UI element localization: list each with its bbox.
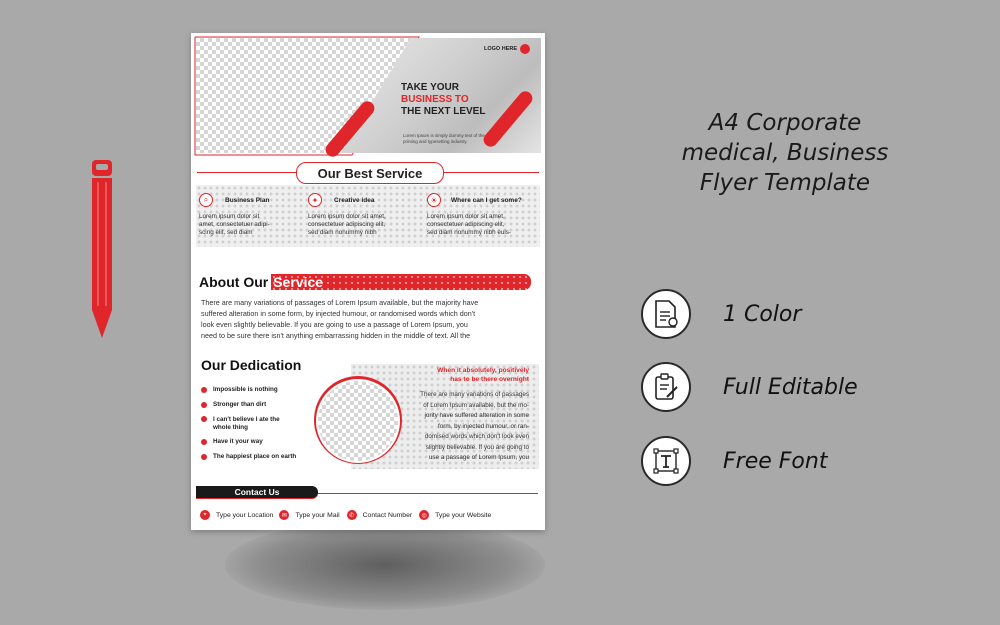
hero-heading: TAKE YOUR BUSINESS TO THE NEXT LEVEL — [401, 82, 486, 117]
service-business-plan: ⌕ Business Plan Lorem ipsum dolor sit amet, consectetuer adipi- scing elit, sed diam — [199, 195, 270, 237]
feature-label: Full Editable — [723, 374, 858, 400]
service-where-get: ☀ Where can I get some? Lorem ipsum dolor sit amet, consectetuer adipiscing elit, sed diam nonummy nibh euis- — [427, 193, 542, 238]
service-creative-idea: ✦ Creative idea Lorem ipsum dolor sit amet, consectetuer adipiscing elit, sed diam nonummy nibh — [308, 193, 423, 238]
flyer-shadow — [225, 520, 545, 610]
location-icon: ⌖ — [200, 510, 210, 520]
pencil-icon — [86, 160, 118, 340]
contact-line — [318, 493, 538, 494]
about-title: About Our Service — [199, 274, 531, 290]
document-icon — [641, 289, 691, 339]
text-font-icon — [641, 436, 691, 486]
hero-description: Lorem Ipsum is simply dummy text of the printing and typesetting industry. — [403, 133, 485, 144]
product-title: A4 Corporate medical, Business Flyer Template — [681, 110, 889, 196]
contact-items: ⌖ Type your Location ✉ Type your Mail ✆ Contact Number ◎ Type your Website — [200, 510, 540, 520]
contact-bar: Contact Us — [196, 486, 318, 499]
about-body: There are many variations of passages of Lorem Ipsum available, but the majority have suffered alteration in some form, by injected humour, or randomised words which don't look even slightly believable. If you are going to use a passage of Lorem Ipsum, you need to be sure there isn't anything embarrassing hidden in the middle of text. All the — [201, 298, 479, 340]
phone-icon: ✆ — [347, 510, 357, 520]
promo-heading: When it absolutely, positively has to be there overnight — [437, 367, 529, 383]
flyer — [191, 33, 545, 530]
mail-icon: ✉ — [279, 510, 289, 520]
globe-icon: ◎ — [419, 510, 429, 520]
feature-one-color — [641, 289, 801, 339]
logo: LOGO HERE — [484, 44, 530, 54]
rocket-icon: ✦ — [308, 193, 322, 207]
feature-label: Free Font — [723, 448, 828, 474]
lightbulb-icon: ☀ — [427, 193, 441, 207]
circle-image-placeholder — [316, 379, 400, 463]
clipboard-edit-icon — [641, 362, 691, 412]
feature-label: 1 Color — [723, 301, 802, 327]
search-icon: ⌕ — [199, 193, 213, 207]
dedication-title: Our Dedication — [201, 357, 302, 373]
best-service-title: Our Best Service — [296, 162, 444, 184]
promo-body: There are many variations of passages of Lorem Ipsum available, but the mo- jority have suffered alteration in some form, by injected humour, or ran- domised words which don't look even slightly believable. If you are going to use a passage of Lorem Ipsum, you — [420, 391, 529, 461]
dedication-list: Impossible is nothing Stronger than dirt I can't believe I ate the whole thing Have it your way The happiest place on earth — [201, 382, 296, 464]
feature-free-font — [641, 436, 827, 486]
feature-full-editable — [641, 362, 858, 412]
